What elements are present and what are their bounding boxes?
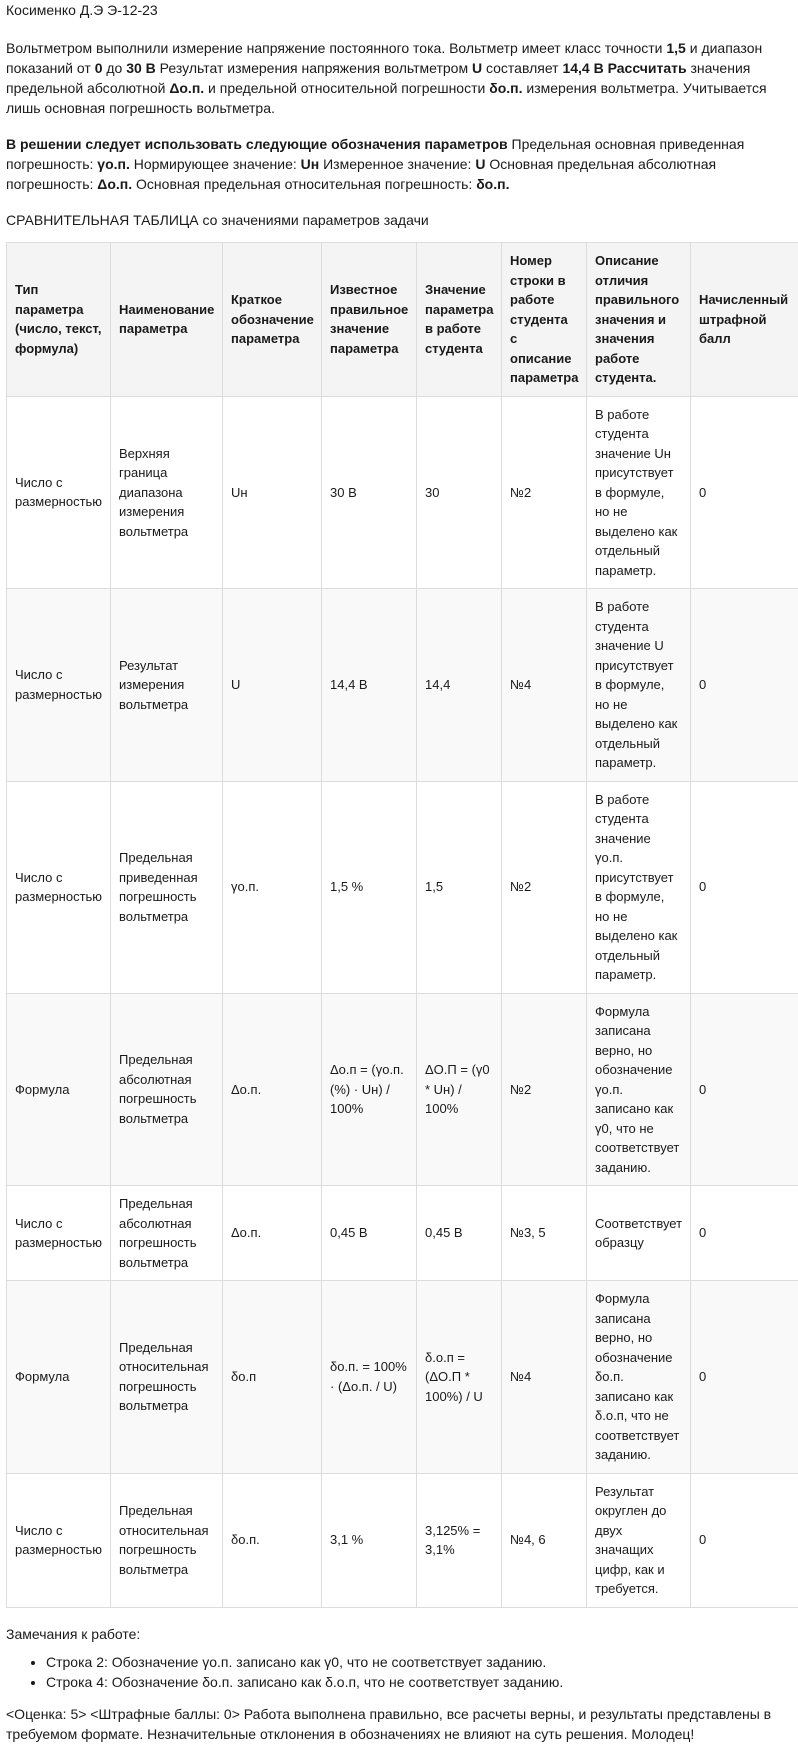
notation-paragraph: В решении следует использовать следующие обозначения параметров Предельная основная приведенная погрешность: γо.п. Нормирующее значение: Uн Измеренное значение: U Основная предельная абсолютная погрешность: Δо.п. Основная предельная относительная погрешность: δо.п. [6, 136, 745, 192]
table-cell: 0 [691, 1186, 798, 1281]
rel-error-symbol: δо.п. [489, 80, 523, 96]
table-cell: Верхняя граница диапазона измерения вольтметра [111, 396, 223, 589]
table-cell: 1,5 % [322, 781, 417, 993]
remarks-list [6, 1652, 792, 1692]
comparison-table [6, 242, 798, 1608]
list-item: • Строка 2: Обозначение γо.п. записано как γ0, что не соответствует заданию. [46, 1652, 792, 1672]
header-cell: Начисленный штрафной балл [691, 243, 798, 397]
table-cell: Uн [223, 396, 322, 589]
table-row [7, 1186, 798, 1281]
table-cell: Число с размерностью [7, 1473, 111, 1607]
table-cell: 0 [691, 1473, 798, 1607]
table-row [7, 396, 798, 589]
table-cell: 0 [691, 781, 798, 993]
table-title: СРАВНИТЕЛЬНАЯ ТАБЛИЦА со значениями параметров задачи [6, 212, 429, 228]
author-line: Косименко Д.Э Э-12-23 [6, 2, 158, 18]
table-cell: δо.п. = 100% · (Δо.п. / U) [322, 1281, 417, 1474]
table-cell: 3,1 % [322, 1473, 417, 1607]
table-cell: №4, 6 [502, 1473, 587, 1607]
table-cell: В работе студента значение γо.п. присутствует в формуле, но не выделено как отдельный параметр. [587, 781, 691, 993]
abs-error-symbol: Δо.п. [169, 80, 205, 96]
header-cell: Номер строки в работе студента с описание параметра [502, 243, 587, 397]
table-cell: №2 [502, 993, 587, 1186]
table-cell: U [223, 589, 322, 782]
table-cell: 0 [691, 396, 798, 589]
table-cell: γо.п. [223, 781, 322, 993]
verdict-paragraph: <Оценка: 5> <Штрафные баллы: 0> Работа выполнена правильно, все расчеты верны, и результаты представлены в требуемом формате. Незначительные отклонения в обозначениях не влияют на суть решения. Молодец! [6, 1705, 772, 1742]
remarks-title: Замечания к работе: [6, 1625, 141, 1642]
table-cell: Соответствует образцу [587, 1186, 691, 1281]
table-cell: Δо.п = (γо.п. (%) · Uн) / 100% [322, 993, 417, 1186]
table-cell: В работе студента значение U присутствует в формуле, но не выделено как отдельный параметр. [587, 589, 691, 782]
list-item: • Строка 4: Обозначение δо.п. записано как δ.о.п, что не соответствует заданию. [46, 1672, 792, 1692]
range-to: 30 В [126, 60, 156, 76]
measured-value: 14,4 В [562, 60, 604, 76]
table-cell: Формула [7, 993, 111, 1186]
task-statement: Вольтметром выполнили измерение напряжение постоянного тока. Вольтметр имеет класс точности 1,5 и диапазон показаний от 0 до 30 В Результат измерения напряжения вольтметром U составляет 14,4 В Рассчитать значения предельной абсолютной Δо.п. и предельной относительной погрешности δо.п. измерения вольтметра. Учитывается лишь основная погрешность вольтметра. [6, 40, 767, 116]
header-cell: Тип параметра (число, текст, формула) [7, 243, 111, 397]
header-cell: Описание отличия правильного значения и значения работе студента. [587, 243, 691, 397]
table-cell: Число с размерностью [7, 396, 111, 589]
table-cell: Формула записана верно, но обозначение γо.п. записано как γ0, что не соответствует заданию. [587, 993, 691, 1186]
u-symbol: U [471, 60, 483, 76]
table-cell: №3, 5 [502, 1186, 587, 1281]
table-row [7, 589, 798, 782]
table-row [7, 781, 798, 993]
table-header-row [7, 243, 798, 397]
table-cell: №2 [502, 396, 587, 589]
table-cell: Число с размерностью [7, 781, 111, 993]
table-cell: 3,125% = 3,1% [417, 1473, 502, 1607]
table-cell: Предельная относительная погрешность вольтметра [111, 1281, 223, 1474]
table-cell: 0 [691, 589, 798, 782]
table-row [7, 993, 798, 1186]
table-row [7, 1473, 798, 1607]
table-cell: №2 [502, 781, 587, 993]
range-from: 0 [94, 60, 103, 76]
table-cell: 1,5 [417, 781, 502, 993]
table-cell: Предельная абсолютная погрешность вольтметра [111, 1186, 223, 1281]
table-cell: Формула [7, 1281, 111, 1474]
table-cell: δ.о.п = (ΔО.П * 100%) / U [417, 1281, 502, 1474]
table-cell: Δо.п. [223, 1186, 322, 1281]
table-cell: 0 [691, 993, 798, 1186]
table-cell: Предельная абсолютная погрешность вольтметра [111, 993, 223, 1186]
table-cell: Формула записана верно, но обозначение δо.п. записано как δ.о.п, что не соответствует заданию. [587, 1281, 691, 1474]
table-cell: δо.п [223, 1281, 322, 1474]
header-cell: Наименование параметра [111, 243, 223, 397]
table-cell: Предельная приведенная погрешность вольтметра [111, 781, 223, 993]
table-cell: №4 [502, 1281, 587, 1474]
table-cell: В работе студента значение Uн присутствует в формуле, но не выделено как отдельный параметр. [587, 396, 691, 589]
table-cell: 0,45 В [322, 1186, 417, 1281]
table-cell: δо.п. [223, 1473, 322, 1607]
table-cell: №4 [502, 589, 587, 782]
notation-lead: В решении следует использовать следующие обозначения параметров [6, 136, 508, 152]
table-cell: ΔО.П = (γ0 * Uн) / 100% [417, 993, 502, 1186]
table-cell: 30 В [322, 396, 417, 589]
header-cell: Краткое обозначение параметра [223, 243, 322, 397]
calc-word: Рассчитать [607, 60, 687, 76]
table-cell: 0,45 В [417, 1186, 502, 1281]
table-cell: 30 [417, 396, 502, 589]
table-cell: Число с размерностью [7, 1186, 111, 1281]
table-cell: 0 [691, 1281, 798, 1474]
table-cell: Δо.п. [223, 993, 322, 1186]
accuracy-class: 1,5 [666, 40, 686, 56]
table-cell: 14,4 [417, 589, 502, 782]
table-row [7, 1281, 798, 1474]
table-cell: Число с размерностью [7, 589, 111, 782]
table-cell: Результат округлен до двух значащих цифр, как и требуется. [587, 1473, 691, 1607]
table-cell: Результат измерения вольтметра [111, 589, 223, 782]
table-cell: 14,4 В [322, 589, 417, 782]
header-cell: Известное правильное значение параметра [322, 243, 417, 397]
table-cell: Предельная относительная погрешность вольтметра [111, 1473, 223, 1607]
header-cell: Значение параметра в работе студента [417, 243, 502, 397]
